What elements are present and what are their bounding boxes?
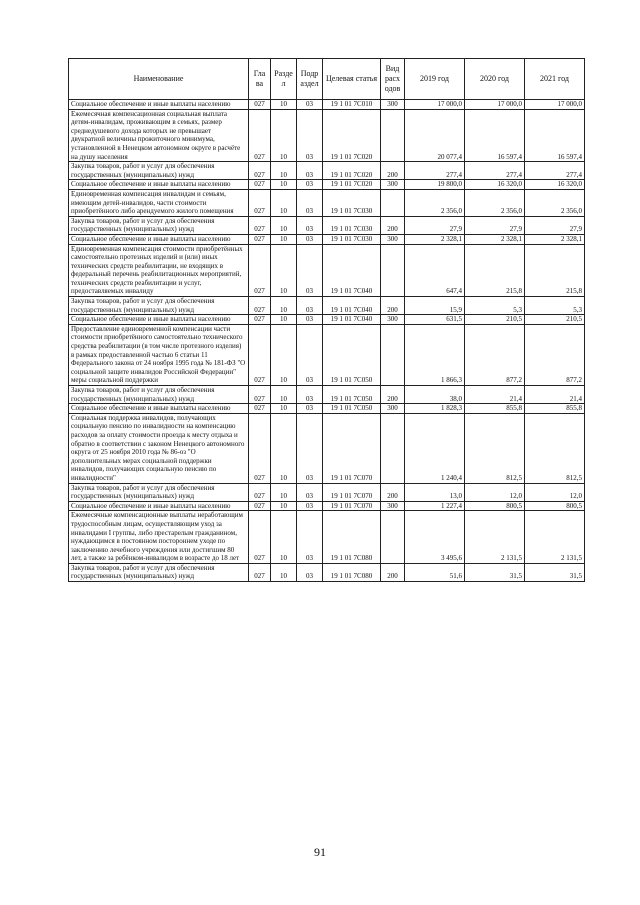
header-vid: Вид расх одов (381, 59, 405, 100)
table-row (69, 386, 585, 404)
row-razdel-cell: 10 (271, 162, 297, 180)
row-2021-cell: 12,0 (525, 483, 585, 501)
table-row (69, 100, 585, 110)
row-podrazdel-cell: 03 (297, 501, 323, 511)
table-row (69, 324, 585, 385)
row-target-cell: 19 1 01 7С050 (323, 324, 381, 385)
row-razdel-cell: 10 (271, 315, 297, 325)
row-2020-cell: 31,5 (465, 563, 525, 581)
row-2019-cell: 17 000,0 (405, 100, 465, 110)
row-2019-cell: 277,4 (405, 162, 465, 180)
row-2020-cell: 5,3 (465, 297, 525, 315)
row-glava-cell: 027 (249, 413, 271, 483)
row-glava-cell: 027 (249, 386, 271, 404)
row-2020-cell: 12,0 (465, 483, 525, 501)
row-glava-cell: 027 (249, 100, 271, 110)
row-vid-cell: 200 (381, 297, 405, 315)
row-vid-cell (381, 189, 405, 216)
row-target-cell: 19 1 01 7С050 (323, 404, 381, 414)
row-target-cell: 19 1 01 7С030 (323, 216, 381, 234)
row-name-cell: Закупка товаров, работ и услуг для обеспечения государственных (муниципальных) нужд (69, 483, 249, 501)
row-razdel-cell: 10 (271, 180, 297, 190)
row-2021-cell: 16 597,4 (525, 109, 585, 162)
row-target-cell: 19 1 01 7С050 (323, 386, 381, 404)
row-2019-cell: 1 240,4 (405, 413, 465, 483)
row-name-cell: Социальное обеспечение и иные выплаты населению (69, 100, 249, 110)
row-vid-cell: 200 (381, 386, 405, 404)
row-vid-cell (381, 324, 405, 385)
row-razdel-cell: 10 (271, 297, 297, 315)
row-podrazdel-cell: 03 (297, 244, 323, 297)
row-glava-cell: 027 (249, 563, 271, 581)
table-header-row (69, 59, 585, 100)
header-name: Наименование (69, 59, 249, 100)
row-target-cell: 19 1 01 7С010 (323, 100, 381, 110)
header-2019: 2019 год (405, 59, 465, 100)
row-vid-cell: 300 (381, 234, 405, 244)
header-podrazdel: Подр аздел (297, 59, 323, 100)
row-2019-cell: 27,9 (405, 216, 465, 234)
row-name-cell: Единовременная компенсация стоимости приобретённых самостоятельно протезных изделий и (или) иных технических средств реабилитации, не входящих в федеральный перечень реабилитационных мероприятий, технических средств реабилитации и услуг, предоставляемых инвалиду (69, 244, 249, 297)
row-podrazdel-cell: 03 (297, 511, 323, 564)
row-name-cell: Ежемесячная компенсационная социальная выплата детям-инвалидам, проживающим в семьях, размер среднедушевого дохода которых не превышает двукратной величины прожиточного минимума, установленной в Ненецком автономном округе в расчёте на душу населения (69, 109, 249, 162)
row-2020-cell: 2 356,0 (465, 189, 525, 216)
row-target-cell: 19 1 01 7С020 (323, 162, 381, 180)
row-name-cell: Социальное обеспечение и иные выплаты населению (69, 501, 249, 511)
row-podrazdel-cell: 03 (297, 483, 323, 501)
row-2021-cell: 2 328,1 (525, 234, 585, 244)
row-name-cell: Закупка товаров, работ и услуг для обеспечения государственных (муниципальных) нужд (69, 563, 249, 581)
row-2020-cell: 812,5 (465, 413, 525, 483)
row-name-cell: Ежемесячные компенсационные выплаты неработающим трудоспособным лицам, осуществляющим уход за инвалидами I группы, либо престарелым гражданином, нуждающимся в постоянном постороннем уходе по заключению лечебного учреждения или достигшим 80 лет, а также за ребёнком-инвалидом в возрасте до 18 лет (69, 511, 249, 564)
row-2020-cell: 277,4 (465, 162, 525, 180)
row-2020-cell: 215,8 (465, 244, 525, 297)
row-2021-cell: 855,8 (525, 404, 585, 414)
row-vid-cell: 200 (381, 483, 405, 501)
table-row (69, 297, 585, 315)
row-2021-cell: 27,9 (525, 216, 585, 234)
row-2021-cell: 210,5 (525, 315, 585, 325)
row-target-cell: 19 1 01 7С070 (323, 501, 381, 511)
row-vid-cell (381, 511, 405, 564)
row-2021-cell: 812,5 (525, 413, 585, 483)
row-razdel-cell: 10 (271, 234, 297, 244)
row-razdel-cell: 10 (271, 386, 297, 404)
row-razdel-cell: 10 (271, 501, 297, 511)
row-2020-cell: 17 000,0 (465, 100, 525, 110)
row-vid-cell (381, 413, 405, 483)
row-podrazdel-cell: 03 (297, 297, 323, 315)
table-row (69, 501, 585, 511)
row-2019-cell: 2 328,1 (405, 234, 465, 244)
row-podrazdel-cell: 03 (297, 189, 323, 216)
row-2021-cell: 800,5 (525, 501, 585, 511)
header-target: Целевая статья (323, 59, 381, 100)
row-glava-cell: 027 (249, 297, 271, 315)
row-podrazdel-cell: 03 (297, 563, 323, 581)
row-vid-cell: 300 (381, 180, 405, 190)
page-number: 91 (314, 845, 326, 859)
row-glava-cell: 027 (249, 511, 271, 564)
row-target-cell: 19 1 01 7С070 (323, 483, 381, 501)
row-2021-cell: 17 000,0 (525, 100, 585, 110)
row-podrazdel-cell: 03 (297, 234, 323, 244)
row-podrazdel-cell: 03 (297, 180, 323, 190)
row-name-cell: Социальная поддержка инвалидов, получающих социальную пенсию по инвалидности на компенсацию расходов за оплату стоимости проезда к месту отдыха и обратно в соответствии с законом Ненецкого автономного округа от 25 ноября 2010 года № 86-оз "О дополнительных мерах социальной поддержки инвалидов, получающих социальную пенсию по инвалидности" (69, 413, 249, 483)
row-2020-cell: 2 328,1 (465, 234, 525, 244)
row-razdel-cell: 10 (271, 563, 297, 581)
row-2020-cell: 210,5 (465, 315, 525, 325)
row-2021-cell: 877,2 (525, 324, 585, 385)
table-row (69, 511, 585, 564)
row-vid-cell: 200 (381, 563, 405, 581)
row-target-cell: 19 1 01 7С040 (323, 315, 381, 325)
table-body (69, 100, 585, 582)
row-2019-cell: 38,0 (405, 386, 465, 404)
row-podrazdel-cell: 03 (297, 315, 323, 325)
table-row (69, 162, 585, 180)
table-row (69, 563, 585, 581)
row-2019-cell: 1 866,3 (405, 324, 465, 385)
row-2020-cell: 27,9 (465, 216, 525, 234)
row-glava-cell: 027 (249, 216, 271, 234)
row-vid-cell: 300 (381, 100, 405, 110)
budget-table (68, 58, 585, 582)
row-podrazdel-cell: 03 (297, 162, 323, 180)
row-razdel-cell: 10 (271, 244, 297, 297)
row-2021-cell: 2 131,5 (525, 511, 585, 564)
row-podrazdel-cell: 03 (297, 404, 323, 414)
row-2021-cell: 31,5 (525, 563, 585, 581)
row-glava-cell: 027 (249, 315, 271, 325)
row-podrazdel-cell: 03 (297, 100, 323, 110)
row-target-cell: 19 1 01 7С020 (323, 109, 381, 162)
row-target-cell: 19 1 01 7С030 (323, 189, 381, 216)
row-name-cell: Единовременная компенсация инвалидам и семьям, имеющим детей-инвалидов, части стоимости приобретённого либо арендуемого жилого помещения (69, 189, 249, 216)
row-target-cell: 19 1 01 7С080 (323, 511, 381, 564)
row-glava-cell: 027 (249, 189, 271, 216)
row-name-cell: Закупка товаров, работ и услуг для обеспечения государственных (муниципальных) нужд (69, 386, 249, 404)
row-2019-cell: 1 227,4 (405, 501, 465, 511)
row-glava-cell: 027 (249, 234, 271, 244)
row-vid-cell: 200 (381, 162, 405, 180)
row-2020-cell: 16 597,4 (465, 109, 525, 162)
row-2021-cell: 2 356,0 (525, 189, 585, 216)
row-2019-cell: 51,6 (405, 563, 465, 581)
row-2020-cell: 2 131,5 (465, 511, 525, 564)
row-2019-cell: 3 495,6 (405, 511, 465, 564)
row-name-cell: Закупка товаров, работ и услуг для обеспечения государственных (муниципальных) нужд (69, 216, 249, 234)
row-2019-cell: 20 077,4 (405, 109, 465, 162)
row-2019-cell: 13,0 (405, 483, 465, 501)
row-name-cell: Социальное обеспечение и иные выплаты населению (69, 180, 249, 190)
row-2020-cell: 855,8 (465, 404, 525, 414)
header-razdel: Разде л (271, 59, 297, 100)
row-2021-cell: 215,8 (525, 244, 585, 297)
table-row (69, 234, 585, 244)
row-glava-cell: 027 (249, 404, 271, 414)
row-2021-cell: 5,3 (525, 297, 585, 315)
row-vid-cell: 300 (381, 404, 405, 414)
row-target-cell: 19 1 01 7С020 (323, 180, 381, 190)
row-glava-cell: 027 (249, 180, 271, 190)
row-glava-cell: 027 (249, 483, 271, 501)
row-name-cell: Предоставление единовременной компенсации части стоимости приобретённого самостоятельно технического средства реабилитации (в том числе протезного изделия) в рамках предоставленной частью 6 статьи 11 Федерального закона от 24 ноября 1995 года № 181-ФЗ "О социальной защите инвалидов Российской Федерации" меры социальной поддержки (69, 324, 249, 385)
row-vid-cell (381, 109, 405, 162)
row-razdel-cell: 10 (271, 324, 297, 385)
row-glava-cell: 027 (249, 244, 271, 297)
row-2019-cell: 631,5 (405, 315, 465, 325)
row-podrazdel-cell: 03 (297, 413, 323, 483)
row-glava-cell: 027 (249, 501, 271, 511)
row-name-cell: Социальное обеспечение и иные выплаты населению (69, 234, 249, 244)
row-2020-cell: 800,5 (465, 501, 525, 511)
row-2020-cell: 877,2 (465, 324, 525, 385)
row-target-cell: 19 1 01 7С040 (323, 244, 381, 297)
row-name-cell: Закупка товаров, работ и услуг для обеспечения государственных (муниципальных) нужд (69, 297, 249, 315)
table-row (69, 180, 585, 190)
row-podrazdel-cell: 03 (297, 324, 323, 385)
row-2019-cell: 15,9 (405, 297, 465, 315)
row-vid-cell: 300 (381, 315, 405, 325)
row-target-cell: 19 1 01 7С080 (323, 563, 381, 581)
row-2021-cell: 16 320,0 (525, 180, 585, 190)
table-row (69, 109, 585, 162)
row-2021-cell: 277,4 (525, 162, 585, 180)
row-2019-cell: 1 828,3 (405, 404, 465, 414)
row-vid-cell: 200 (381, 216, 405, 234)
row-target-cell: 19 1 01 7С030 (323, 234, 381, 244)
table-row (69, 216, 585, 234)
table-row (69, 483, 585, 501)
row-glava-cell: 027 (249, 324, 271, 385)
row-razdel-cell: 10 (271, 511, 297, 564)
row-target-cell: 19 1 01 7С040 (323, 297, 381, 315)
row-name-cell: Социальное обеспечение и иные выплаты населению (69, 315, 249, 325)
row-2021-cell: 21,4 (525, 386, 585, 404)
row-podrazdel-cell: 03 (297, 216, 323, 234)
row-razdel-cell: 10 (271, 483, 297, 501)
row-razdel-cell: 10 (271, 189, 297, 216)
table-row (69, 189, 585, 216)
row-2019-cell: 2 356,0 (405, 189, 465, 216)
row-2019-cell: 647,4 (405, 244, 465, 297)
row-2019-cell: 19 800,0 (405, 180, 465, 190)
row-glava-cell: 027 (249, 109, 271, 162)
header-2020: 2020 год (465, 59, 525, 100)
row-glava-cell: 027 (249, 162, 271, 180)
row-razdel-cell: 10 (271, 100, 297, 110)
row-razdel-cell: 10 (271, 109, 297, 162)
header-2021: 2021 год (525, 59, 585, 100)
row-podrazdel-cell: 03 (297, 386, 323, 404)
row-name-cell: Социальное обеспечение и иные выплаты населению (69, 404, 249, 414)
row-razdel-cell: 10 (271, 216, 297, 234)
header-glava: Гла ва (249, 59, 271, 100)
row-name-cell: Закупка товаров, работ и услуг для обеспечения государственных (муниципальных) нужд (69, 162, 249, 180)
table-row (69, 315, 585, 325)
row-podrazdel-cell: 03 (297, 109, 323, 162)
row-2020-cell: 16 320,0 (465, 180, 525, 190)
row-target-cell: 19 1 01 7С070 (323, 413, 381, 483)
row-2020-cell: 21,4 (465, 386, 525, 404)
row-vid-cell (381, 244, 405, 297)
row-vid-cell: 300 (381, 501, 405, 511)
table-row (69, 244, 585, 297)
table-row (69, 404, 585, 414)
table-row (69, 413, 585, 483)
row-razdel-cell: 10 (271, 413, 297, 483)
row-razdel-cell: 10 (271, 404, 297, 414)
